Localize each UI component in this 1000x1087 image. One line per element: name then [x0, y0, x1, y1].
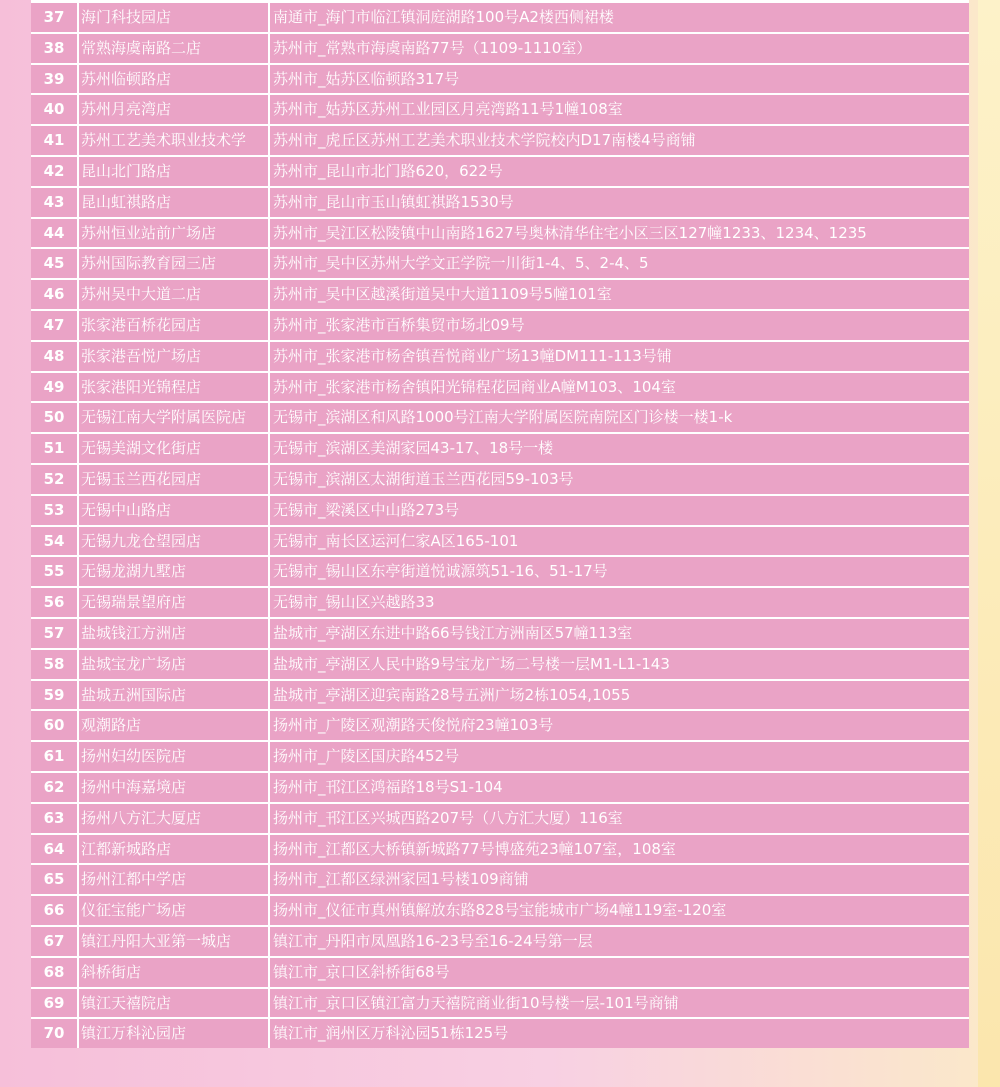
store-number: 65 [43, 870, 65, 889]
store-number: 40 [43, 100, 65, 119]
store-number: 46 [43, 285, 65, 304]
store-number: 63 [43, 808, 65, 827]
store-address: 盐城市_亭湖区迎宾南路28号五洲广场2栋1054,1055 [268, 681, 969, 710]
table-row [31, 989, 969, 1018]
store-address: 扬州市_江都区绿洲家园1号楼109商铺 [268, 865, 969, 894]
store-address: 盐城市_亭湖区东进中路66号钱江方洲南区57幢113室 [268, 619, 969, 648]
table-row [31, 65, 969, 94]
store-address: 无锡市_滨湖区和风路1000号江南大学附属医院南院区门诊楼一楼1-k [268, 403, 969, 432]
table-row [31, 865, 969, 894]
store-name: 镇江丹阳大亚第一城店 [77, 927, 268, 956]
table-row [31, 773, 969, 802]
store-address: 苏州市_常熟市海虞南路77号（1109-1110室） [268, 34, 969, 63]
table-row [31, 311, 969, 340]
table-row [31, 804, 969, 833]
store-number: 70 [43, 1024, 65, 1043]
store-number: 42 [43, 161, 65, 180]
store-number: 41 [43, 131, 65, 150]
right-decorative-strip [978, 0, 1000, 1087]
store-address: 苏州市_吴中区越溪街道吴中大道1109号5幢101室 [268, 280, 969, 309]
store-address: 无锡市_滨湖区美湖家园43-17、18号一楼 [268, 434, 969, 463]
table-row [31, 342, 969, 371]
table-row [31, 527, 969, 556]
store-number: 53 [43, 500, 65, 519]
table-row [31, 280, 969, 309]
store-address: 苏州市_吴中区苏州大学文正学院一川街1-4、5、2-4、5 [268, 249, 969, 278]
store-number: 69 [43, 993, 65, 1012]
table-row [31, 157, 969, 186]
store-table [31, 3, 969, 1050]
store-address: 苏州市_张家港市百桥集贸市场北09号 [268, 311, 969, 340]
store-name: 苏州工艺美术职业技术学 [77, 126, 268, 155]
store-address: 苏州市_张家港市杨舍镇吾悦商业广场13幢DM111-113号铺 [268, 342, 969, 371]
store-address: 南通市_海门市临江镇洞庭湖路100号A2楼西侧裙楼 [268, 3, 969, 32]
store-name: 张家港阳光锦程店 [77, 373, 268, 402]
store-name: 无锡九龙仓望园店 [77, 527, 268, 556]
store-number: 50 [43, 408, 65, 427]
store-name: 盐城宝龙广场店 [77, 650, 268, 679]
table-row [31, 219, 969, 248]
store-name: 苏州临顿路店 [77, 65, 268, 94]
store-number: 55 [43, 562, 65, 581]
store-number: 64 [43, 839, 65, 858]
store-address: 无锡市_锡山区东亭街道悦诚源筑51-16、51-17号 [268, 557, 969, 586]
store-name: 扬州江都中学店 [77, 865, 268, 894]
store-number: 60 [43, 716, 65, 735]
store-number: 51 [43, 439, 65, 458]
table-row [31, 958, 969, 987]
store-number: 52 [43, 469, 65, 488]
store-number: 45 [43, 254, 65, 273]
table-row [31, 188, 969, 217]
store-name: 张家港吾悦广场店 [77, 342, 268, 371]
store-name: 斜桥街店 [77, 958, 268, 987]
store-address: 镇江市_丹阳市凤凰路16-23号至16-24号第一层 [268, 927, 969, 956]
table-row [31, 249, 969, 278]
store-number: 58 [43, 654, 65, 673]
store-address: 镇江市_润州区万科沁园51栋125号 [268, 1019, 969, 1048]
store-name: 观潮路店 [77, 711, 268, 740]
store-number: 66 [43, 901, 65, 920]
store-number: 43 [43, 192, 65, 211]
table-row [31, 557, 969, 586]
store-address: 苏州市_昆山市玉山镇虹祺路1530号 [268, 188, 969, 217]
table-row [31, 403, 969, 432]
table-row [31, 465, 969, 494]
store-address: 镇江市_京口区镇江富力天禧院商业街10号楼一层-101号商铺 [268, 989, 969, 1018]
store-number: 57 [43, 623, 65, 642]
store-number: 39 [43, 69, 65, 88]
store-number: 38 [43, 38, 65, 57]
store-number: 59 [43, 685, 65, 704]
store-name: 无锡美湖文化街店 [77, 434, 268, 463]
table-row [31, 896, 969, 925]
store-address: 无锡市_梁溪区中山路273号 [268, 496, 969, 525]
store-number: 47 [43, 315, 65, 334]
store-name: 无锡龙湖九墅店 [77, 557, 268, 586]
store-number: 48 [43, 346, 65, 365]
store-number: 56 [43, 593, 65, 612]
table-row [31, 95, 969, 124]
table-row [31, 34, 969, 63]
store-address: 无锡市_南长区运河仁家A区165-101 [268, 527, 969, 556]
store-address: 扬州市_邗江区兴城西路207号（八方汇大厦）116室 [268, 804, 969, 833]
table-row [31, 619, 969, 648]
table-row [31, 3, 969, 32]
store-address: 苏州市_姑苏区临顿路317号 [268, 65, 969, 94]
store-number: 61 [43, 747, 65, 766]
store-name: 苏州国际教育园三店 [77, 249, 268, 278]
store-address: 扬州市_江都区大桥镇新城路77号博盛苑23幢107室，108室 [268, 835, 969, 864]
store-address: 苏州市_姑苏区苏州工业园区月亮湾路11号1幢108室 [268, 95, 969, 124]
table-row [31, 681, 969, 710]
store-address: 无锡市_滨湖区太湖街道玉兰西花园59-103号 [268, 465, 969, 494]
store-number: 44 [43, 223, 65, 242]
store-name: 海门科技园店 [77, 3, 268, 32]
table-row [31, 373, 969, 402]
store-name: 无锡瑞景望府店 [77, 588, 268, 617]
store-name: 常熟海虞南路二店 [77, 34, 268, 63]
table-row [31, 742, 969, 771]
store-address: 扬州市_广陵区观潮路天俊悦府23幢103号 [268, 711, 969, 740]
table-row [31, 434, 969, 463]
store-name: 无锡玉兰西花园店 [77, 465, 268, 494]
table-row [31, 711, 969, 740]
store-name: 盐城钱江方洲店 [77, 619, 268, 648]
store-number: 62 [43, 777, 65, 796]
store-name: 镇江天禧院店 [77, 989, 268, 1018]
table-row [31, 126, 969, 155]
store-name: 江都新城路店 [77, 835, 268, 864]
store-number: 54 [43, 531, 65, 550]
store-address: 扬州市_广陵区国庆路452号 [268, 742, 969, 771]
store-address: 苏州市_昆山市北门路620，622号 [268, 157, 969, 186]
store-number: 67 [43, 931, 65, 950]
table-row [31, 1019, 969, 1048]
table-row [31, 496, 969, 525]
table-row [31, 927, 969, 956]
store-address: 镇江市_京口区斜桥街68号 [268, 958, 969, 987]
store-number: 49 [43, 377, 65, 396]
store-address: 苏州市_吴江区松陵镇中山南路1627号奥林清华住宅小区三区127幢1233、1234、1235 [268, 219, 969, 248]
store-name: 无锡江南大学附属医院店 [77, 403, 268, 432]
store-name: 张家港百桥花园店 [77, 311, 268, 340]
store-address: 苏州市_虎丘区苏州工艺美术职业技术学院校内D17南楼4号商铺 [268, 126, 969, 155]
store-name: 昆山北门路店 [77, 157, 268, 186]
store-address: 苏州市_张家港市杨舍镇阳光锦程花园商业A幢M103、104室 [268, 373, 969, 402]
store-name: 扬州中海嘉境店 [77, 773, 268, 802]
store-address: 盐城市_亭湖区人民中路9号宝龙广场二号楼一层M1-L1-143 [268, 650, 969, 679]
store-address: 无锡市_锡山区兴越路33 [268, 588, 969, 617]
store-name: 苏州恒业站前广场店 [77, 219, 268, 248]
store-name: 昆山虹祺路店 [77, 188, 268, 217]
table-row [31, 650, 969, 679]
store-name: 仪征宝能广场店 [77, 896, 268, 925]
store-number: 37 [43, 8, 65, 26]
table-row [31, 835, 969, 864]
store-name: 扬州妇幼医院店 [77, 742, 268, 771]
store-name: 扬州八方汇大厦店 [77, 804, 268, 833]
store-name: 无锡中山路店 [77, 496, 268, 525]
store-name: 镇江万科沁园店 [77, 1019, 268, 1048]
store-address: 扬州市_邗江区鸿福路18号S1-104 [268, 773, 969, 802]
store-name: 苏州月亮湾店 [77, 95, 268, 124]
store-address: 扬州市_仪征市真州镇解放东路828号宝能城市广场4幢119室-120室 [268, 896, 969, 925]
table-row [31, 588, 969, 617]
store-name: 盐城五洲国际店 [77, 681, 268, 710]
store-number: 68 [43, 962, 65, 981]
store-name: 苏州吴中大道二店 [77, 280, 268, 309]
